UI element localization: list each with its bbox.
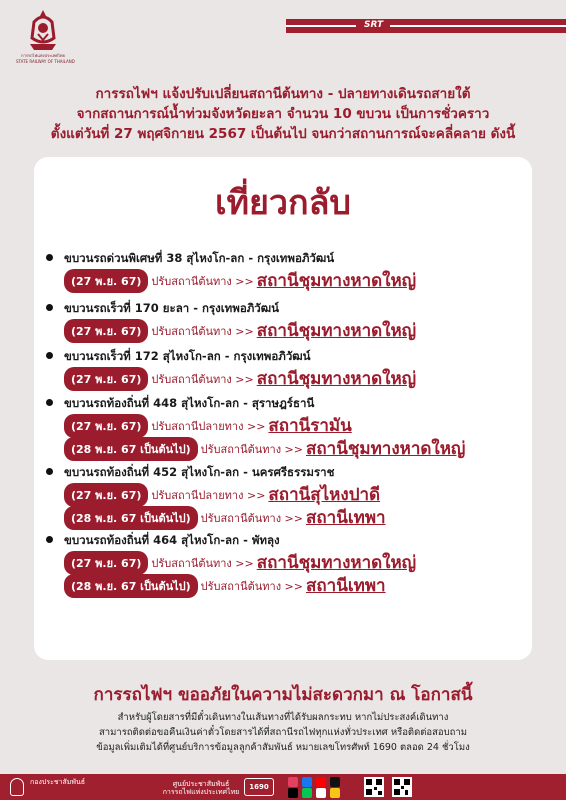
srt-emblem-icon xyxy=(26,8,60,52)
date-pill: (27 พ.ย. 67) xyxy=(64,483,148,507)
qr-code-icon[interactable] xyxy=(364,777,384,797)
station-name: สถานีเทพา xyxy=(306,576,386,596)
instagram-icon[interactable] xyxy=(288,777,298,787)
bullet-icon xyxy=(46,468,53,475)
hotline-number[interactable]: 1690 xyxy=(244,778,274,796)
announcement-intro xyxy=(0,84,566,144)
bullet-icon xyxy=(46,352,53,359)
intro-line-2: จากสถานการณ์น้ำท่วมจังหวัดยะลา จำนวน 10 ขบวน เป็นการชั่วคราว xyxy=(76,106,490,122)
line-icon[interactable] xyxy=(302,788,312,798)
date-pill: (27 พ.ย. 67) xyxy=(64,551,148,575)
srt-brand-bar xyxy=(286,19,566,33)
station-name: สถานีรามัน xyxy=(268,416,352,436)
train-title: ขบวนรถท้องถิ่นที่ 452 สุไหงโก-ลก - นครศรีธรรมราช xyxy=(64,465,335,479)
change-action: ปรับสถานีต้นทาง >> xyxy=(200,442,303,456)
change-line xyxy=(64,365,416,387)
youtube-icon[interactable] xyxy=(316,777,326,787)
footer-bar xyxy=(0,774,566,800)
bullet-icon xyxy=(46,254,53,261)
srt-brand-text: SRT xyxy=(364,20,384,30)
facebook-icon[interactable] xyxy=(302,777,312,787)
change-line xyxy=(64,481,380,503)
station-name: สถานีสุไหงปาดี xyxy=(268,485,381,505)
card-title: เที่ยวกลับ xyxy=(214,183,352,223)
change-line xyxy=(64,572,386,594)
change-action: ปรับสถานีต้นทาง >> xyxy=(151,274,254,288)
footer-logo-icon xyxy=(10,778,24,796)
change-line xyxy=(64,549,416,571)
footer-center-line-2: การรถไฟแห่งประเทศไทย xyxy=(162,788,240,796)
train-title: ขบวนรถเร็วที่ 172 สุไหงโก-ลก - กรุงเทพอภิวัฒน์ xyxy=(64,349,311,363)
intro-line-3: ตั้งแต่วันที่ 27 พฤศจิกายน 2567 เป็นต้นไป จนกว่าสถานการณ์จะคลี่คลาย ดังนี้ xyxy=(50,126,516,142)
date-pill: (28 พ.ย. 67 เป็นต้นไป) xyxy=(64,437,198,461)
bullet-icon xyxy=(46,399,53,406)
footer-dept: กองประชาสัมพันธ์ xyxy=(30,778,86,786)
change-line xyxy=(64,412,352,434)
logo-text-th: การรถไฟแห่งประเทศไทย xyxy=(21,53,65,58)
return-trips-card xyxy=(34,157,532,660)
srt-logo xyxy=(16,8,75,72)
train-title: ขบวนรถท้องถิ่นที่ 464 สุไหงโก-ลก - พัทลุง xyxy=(64,533,280,547)
stripe-right xyxy=(390,25,566,27)
station-name: สถานีชุมทางหาดใหญ่ xyxy=(256,321,417,341)
stripe-left xyxy=(286,25,356,27)
note-line-2: สามารถติดต่อขอคืนเงินค่าตั๋วโดยสารได้ที่สถานีรถไฟทุกแห่งทั่วประเทศ หรือติดต่อสอบถาม xyxy=(98,727,468,738)
footer-center-line-1: ศูนย์ประชาสัมพันธ์ xyxy=(172,780,230,788)
date-pill: (27 พ.ย. 67) xyxy=(64,414,148,438)
station-name: สถานีชุมทางหาดใหญ่ xyxy=(256,553,417,573)
change-line xyxy=(64,317,416,339)
station-name: สถานีชุมทางหาดใหญ่ xyxy=(256,271,417,291)
date-pill: (27 พ.ย. 67) xyxy=(64,269,148,293)
date-pill: (27 พ.ย. 67) xyxy=(64,319,148,343)
website-icon[interactable] xyxy=(316,788,326,798)
apology-heading: การรถไฟฯ ขออภัยในความไม่สะดวกมา ณ โอกาสนี้ xyxy=(93,685,473,705)
tiktok-icon[interactable] xyxy=(330,777,340,787)
date-pill: (28 พ.ย. 67 เป็นต้นไป) xyxy=(64,506,198,530)
footer-center-text xyxy=(162,780,240,796)
change-action: ปรับสถานีต้นทาง >> xyxy=(151,556,254,570)
change-line xyxy=(64,435,465,457)
date-pill: (27 พ.ย. 67) xyxy=(64,367,148,391)
x-icon[interactable] xyxy=(288,788,298,798)
refund-note xyxy=(0,710,566,755)
qr-code-icon[interactable] xyxy=(392,777,412,797)
change-action: ปรับสถานีต้นทาง >> xyxy=(200,579,303,593)
logo-text-en: STATE RAILWAY OF THAILAND xyxy=(16,59,75,64)
date-pill: (28 พ.ย. 67 เป็นต้นไป) xyxy=(64,574,198,598)
app-icon[interactable] xyxy=(330,788,340,798)
station-name: สถานีเทพา xyxy=(306,508,386,528)
bullet-icon xyxy=(46,536,53,543)
station-name: สถานีชุมทางหาดใหญ่ xyxy=(306,439,466,459)
change-action: ปรับสถานีปลายทาง >> xyxy=(151,419,266,433)
change-line xyxy=(64,504,386,526)
bullet-icon xyxy=(46,304,53,311)
change-line xyxy=(64,267,416,289)
change-action: ปรับสถานีปลายทาง >> xyxy=(151,488,266,502)
train-title: ขบวนรถท้องถิ่นที่ 448 สุไหงโก-ลก - สุราษฎร์ธานี xyxy=(64,396,315,410)
station-name: สถานีชุมทางหาดใหญ่ xyxy=(256,369,417,389)
train-title: ขบวนรถด่วนพิเศษที่ 38 สุไหงโก-ลก - กรุงเทพอภิวัฒน์ xyxy=(64,251,335,265)
change-action: ปรับสถานีต้นทาง >> xyxy=(151,324,254,338)
intro-line-1: การรถไฟฯ แจ้งปรับเปลี่ยนสถานีต้นทาง - ปลายทางเดินรถสายใต้ xyxy=(95,86,471,102)
note-line-1: สำหรับผู้โดยสารที่มีตั๋วเดินทางในเส้นทางที่ได้รับผลกระทบ หากไม่ประสงค์เดินทาง xyxy=(117,712,449,723)
train-title: ขบวนรถเร็วที่ 170 ยะลา - กรุงเทพอภิวัฒน์ xyxy=(64,301,280,315)
change-action: ปรับสถานีต้นทาง >> xyxy=(151,372,254,386)
header xyxy=(0,0,566,80)
change-action: ปรับสถานีต้นทาง >> xyxy=(200,511,303,525)
note-line-3: ข้อมูลเพิ่มเติมได้ที่ศูนย์บริการข้อมูลลูกค้าสัมพันธ์ หมายเลขโทรศัพท์ 1690 ตลอด 24 ชั่วโมง xyxy=(96,742,470,753)
